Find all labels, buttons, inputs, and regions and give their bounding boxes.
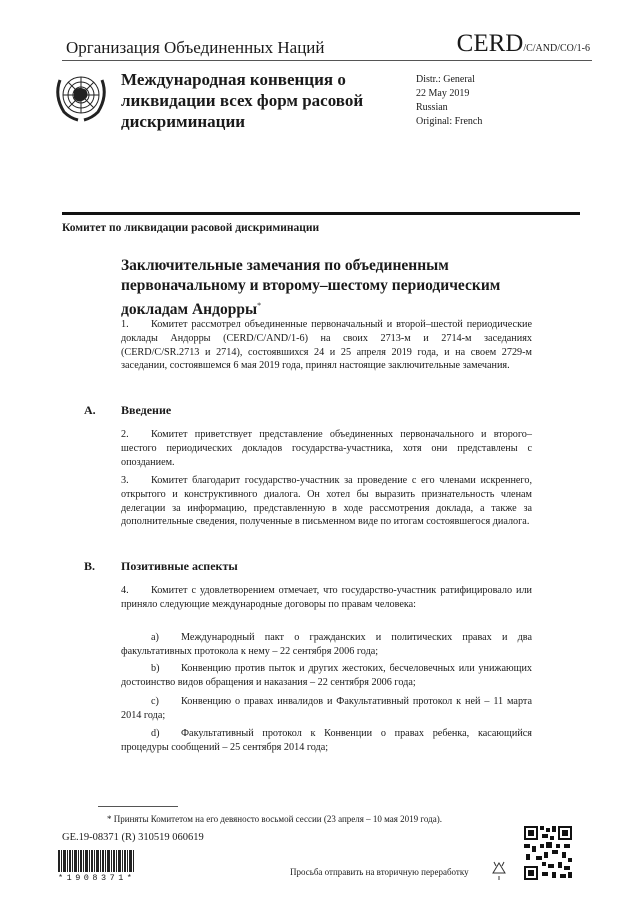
qr-code-icon bbox=[524, 826, 572, 880]
subitem-b: b) Конвенцию против пыток и других жестоких, бесчеловечных или унижающих достоинство видов обращения и наказания – 22 сентября 2006 года; bbox=[121, 663, 532, 688]
distribution-line: Distr.: General bbox=[416, 74, 475, 85]
section-b-heading: B. Позитивные аспекты bbox=[84, 559, 238, 573]
paragraph-3: 3. Комитет благодарит государство-участник за проведение с его членами искреннего, открытого и конструктивного диалога. Он хотел бы выразить признательность членам делегации за информацию, представленную в ходе рассмотрения доклада, а также за дополнительные сведения, полученные в письменном виде по итогам состоявшегося диалога. bbox=[121, 475, 532, 528]
distribution-block bbox=[416, 73, 482, 129]
paragraph-4: 4. Комитет с удовлетворением отмечает, что государство-участник ратифицировало или приняло следующие международные договоры по правам человека: bbox=[121, 585, 532, 610]
language-line: Russian bbox=[416, 102, 448, 113]
document-title: Заключительные замечания по объединенным первоначальному и второму–шестому периодическим докладам Андорры* bbox=[121, 257, 501, 319]
footnote: * Приняты Комитетом на его девяносто восьмой сессии (23 апреля – 10 мая 2019 года). bbox=[107, 814, 442, 824]
convention-title: Международная конвенция о ликвидации всех форм расовой дискриминации bbox=[121, 70, 364, 131]
document-symbol bbox=[457, 30, 590, 58]
section-a-heading: A. Введение bbox=[84, 403, 172, 417]
paragraph-2: 2. Комитет приветствует представление объединенных первоначального и второго–шестого периодических докладов государства-участника, хотя они представлены с опозданием. bbox=[121, 429, 532, 468]
job-number: GE.19-08371 (R) 310519 060619 bbox=[62, 832, 204, 843]
committee-name: Комитет по ликвидации расовой дискриминации bbox=[62, 222, 320, 234]
subitem-c: c) Конвенцию о правах инвалидов и Факультативный протокол к ней – 11 марта 2014 года; bbox=[121, 696, 532, 721]
header-rule bbox=[62, 60, 592, 61]
symbol-suffix: /C/AND/CO/1-6 bbox=[523, 43, 590, 54]
footnote-rule bbox=[98, 806, 178, 807]
footnote-mark: * bbox=[257, 301, 262, 310]
paragraph-1: 1. Комитет рассмотрел объединенные первоначальный и второй–шестой периодические доклады Андорры (CERD/C/AND/1-6) на своих 2713-м и 2714-м заседаниях (CERD/C/SR.2713 и 2714), состоявшихся 24 и 25 апреля 2019 года, и на своем 2729-м заседании, состоявшемся 6 мая 2019 года, принял настоящие заключительные замечания. bbox=[121, 319, 532, 372]
recycle-icon bbox=[490, 860, 508, 882]
organization-name: Организация Объединенных Наций bbox=[66, 38, 325, 57]
barcode-number: *1908371* bbox=[58, 873, 136, 883]
original-language-line: Original: French bbox=[416, 116, 483, 127]
thick-rule bbox=[62, 212, 580, 215]
symbol-main: CERD bbox=[456, 30, 524, 57]
barcode-icon bbox=[58, 850, 134, 872]
recycle-notice: Просьба отправить на вторичную переработку bbox=[290, 867, 469, 877]
subitem-d: d) Факультативный протокол к Конвенции о правах ребенка, касающийся процедуры сообщений – 25 сентября 2014 года; bbox=[121, 728, 532, 753]
subitem-a: a) Международный пакт о гражданских и политических правах и два факультативных протокола к нему – 22 сентября 2006 года; bbox=[121, 632, 532, 657]
date-line: 22 May 2019 bbox=[416, 88, 470, 99]
un-emblem-icon bbox=[52, 68, 110, 124]
